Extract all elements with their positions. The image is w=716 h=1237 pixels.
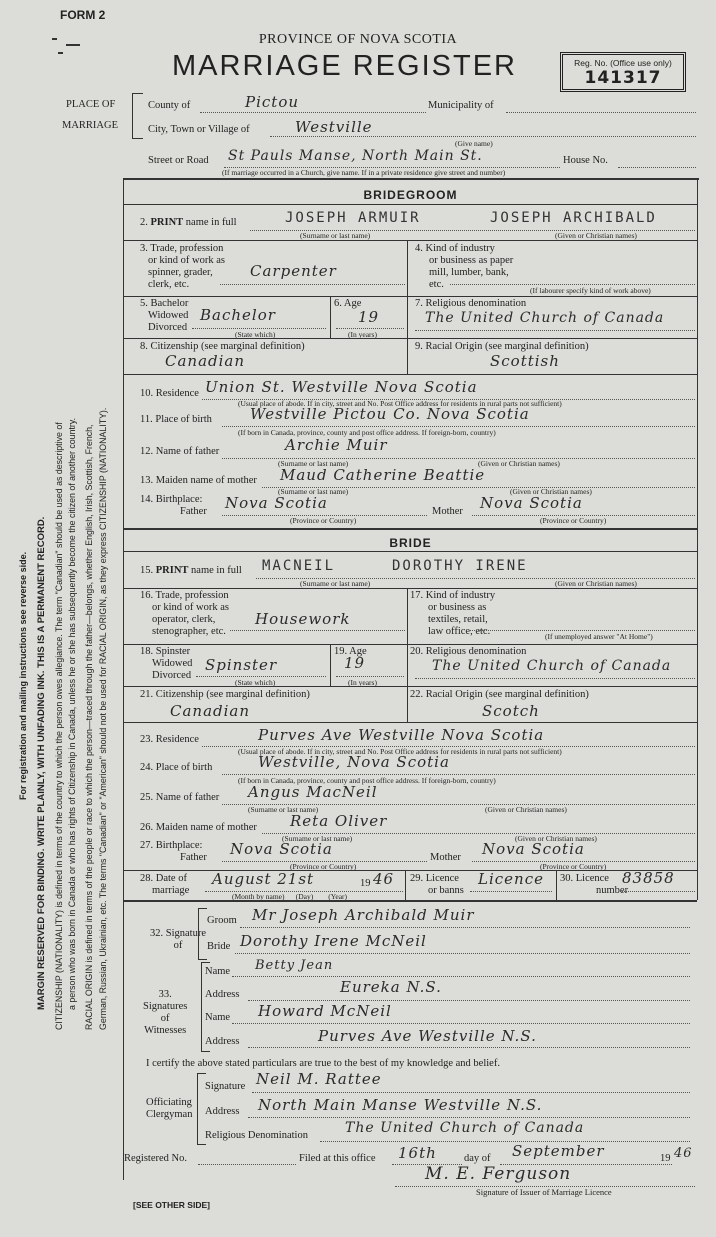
groom-age-value: 19 — [358, 308, 380, 326]
groom-citizenship-label: 8. Citizenship (see marginal definition) — [140, 341, 305, 352]
groom-mother-value: Maud Catherine Beattie — [280, 466, 486, 484]
licence-number-value: 83858 — [622, 869, 675, 887]
groom-father-label: 12. Name of father — [140, 446, 220, 457]
bride-mother-surname-caption: (Surname or last name) — [282, 834, 353, 843]
bride-citizenship-value: Canadian — [170, 702, 251, 720]
bride-given: DOROTHY IRENE — [392, 558, 528, 574]
groom-birth-value: Westville Pictou Co. Nova Scotia — [250, 405, 530, 423]
bride-print-label: 15. PRINT name in full — [140, 565, 242, 576]
form-number: FORM 2 — [60, 8, 106, 22]
bride-birth-label: 24. Place of birth — [140, 762, 213, 773]
registered-label: Registered No. — [124, 1153, 187, 1164]
signature-label: 32. Signature of — [150, 928, 206, 951]
bride-citizenship-label: 21. Citizenship (see marginal definition) — [140, 689, 310, 700]
margin-note-4: a person who was born in Canada or who has rights of Citizenship in Canada, unless he or she has subsequently become the citizen of another country. — [67, 417, 77, 1010]
groom-residence-label: 10. Residence — [140, 388, 199, 399]
w1-address-label: Address — [205, 989, 240, 1000]
groom-religion-label: 7. Religious denomination — [415, 298, 527, 309]
reg-no-label: Reg. No. (Office use only) — [574, 58, 672, 68]
licence-label: 29. Licence or banns — [410, 873, 464, 896]
street-value: St Pauls Manse, North Main St. — [228, 148, 483, 164]
groom-religion-value: The United Church of Canada — [425, 310, 665, 326]
bride-residence-value: Purves Ave Westville Nova Scotia — [258, 726, 545, 744]
house-label: House No. — [563, 155, 608, 166]
bride-surname: MACNEIL — [262, 558, 336, 574]
filed-month: September — [512, 1142, 605, 1160]
groom-father-birth: Nova Scotia — [225, 494, 328, 512]
groom-print-label: 2. PRINT name in full — [140, 217, 237, 228]
bride-mother-prov-caption: (Province or Country) — [540, 862, 607, 871]
issuer-signature: M. E. Ferguson — [425, 1164, 572, 1184]
witness2-address: Purves Ave Westville N.S. — [318, 1027, 537, 1045]
reg-no-value: 141317 — [584, 68, 662, 88]
groom-racial-label: 9. Racial Origin (see marginal definition) — [415, 341, 589, 352]
marriage-year-prefix: 19 — [360, 878, 371, 889]
clergy-religion-label: Religious Denomination — [205, 1130, 308, 1141]
bride-residence-caption: (Usual place of abode. If in city, street and No. Post Office address for residents in rural parts not sufficient) — [238, 747, 562, 756]
groom-mother-prov-caption: (Province or Country) — [540, 516, 607, 525]
bride-given-caption: (Given or Christian names) — [555, 579, 637, 588]
clergy-religion: The United Church of Canada — [345, 1120, 585, 1136]
marriage-date-value: August 21st — [212, 870, 315, 888]
w2-name-label: Name — [205, 1012, 231, 1023]
bride-father-given-caption: (Given or Christian names) — [485, 805, 567, 814]
bride-maiden-label: 26. Maiden name of mother — [140, 822, 257, 833]
bride-years-caption: (In years) — [348, 678, 377, 687]
bride-religion-label: 20. Religious denomination — [410, 646, 527, 657]
county-value: Pictou — [245, 93, 300, 111]
licence-number-label: 30. Licence number — [560, 873, 629, 896]
see-other-side: [SEE OTHER SIDE] — [133, 1200, 210, 1210]
bride-trade-label: 16. Trade, profession or kind of work as operator, clerk, stenographer, etc. — [140, 590, 229, 637]
clergy-signature: Neil M. Rattee — [256, 1070, 382, 1088]
document-title: MARRIAGE REGISTER — [172, 50, 517, 82]
street-label: Street or Road — [148, 155, 209, 166]
clergy-address-label: Address — [205, 1106, 240, 1117]
bride-signature: Dorothy Irene McNeil — [240, 932, 427, 950]
bride-father-surname-caption: (Surname or last name) — [248, 805, 319, 814]
margin-note-5: RACIAL ORIGIN is defined in terms of the people or race to which the person—traced through the father—belongs, whether English, Irish, Scottish, French, — [84, 424, 94, 1030]
clergy-address: North Main Manse Westville N.S. — [258, 1096, 543, 1114]
groom-surname: JOSEPH ARMUIR — [285, 210, 421, 226]
groom-mother-birth: Nova Scotia — [480, 494, 583, 512]
w2-address-label: Address — [205, 1036, 240, 1047]
groom-father-surname-caption: (Surname or last name) — [278, 459, 349, 468]
bride-trade-value: Housework — [255, 610, 351, 628]
groom-surname-caption: (Surname or last name) — [300, 231, 371, 240]
marriage-year-value: 46 — [373, 870, 395, 888]
city-value: Westville — [295, 118, 373, 136]
witnesses-label: 33. Signatures of Witnesses — [143, 989, 188, 1036]
groom-maiden-label: 13. Maiden name of mother — [140, 475, 257, 486]
city-label: City, Town or Village of — [148, 124, 250, 135]
municipality-label: Municipality of — [428, 100, 494, 111]
groom-father-given-caption: (Given or Christian names) — [478, 459, 560, 468]
bride-father-label: 25. Name of father — [140, 792, 220, 803]
margin-note-2: MARGIN RESERVED FOR BINDING. WRITE PLAINLY, WITH UNFADING INK. THIS IS A PERMANENT RECORD. — [36, 516, 47, 1010]
marriage-date-label: 28. Date of marriage — [140, 873, 190, 896]
province-heading: PROVINCE OF NOVA SCOTIA — [258, 32, 458, 47]
bride-residence-label: 23. Residence — [140, 734, 199, 745]
bride-mother-value: Reta Oliver — [290, 812, 388, 830]
give-name-caption: (Give name) — [455, 139, 493, 148]
bride-age-label: 19. Age — [334, 646, 367, 657]
bride-surname-caption: (Surname or last name) — [300, 579, 371, 588]
groom-status-label: 5. Bachelor Widowed Divorced — [140, 298, 189, 333]
witness1-address: Eureka N.S. — [340, 978, 442, 996]
margin-note-6: German, Russian, Ukrainian, etc. The terms "Canadian" or "American" should not be used for RACIAL ORIGIN, as they express CITIZENSHIP (NATIONALITY). — [98, 407, 108, 1030]
groom-years-caption: (In years) — [348, 330, 377, 339]
groom-trade-value: Carpenter — [250, 262, 337, 280]
w1-name-label: Name — [205, 966, 231, 977]
groom-state-caption: (State which) — [235, 330, 276, 339]
bride-father-birth: Nova Scotia — [230, 840, 333, 858]
groom-mother-word: Mother — [432, 506, 463, 517]
bride-sig-label: Bride — [207, 941, 231, 952]
groom-birth-caption: (If born in Canada, province, county and post office address. If foreign-born, country) — [238, 428, 496, 437]
marriage-date-caption: (Month by name) (Day) (Year) — [232, 892, 348, 901]
certify-statement: I certify the above stated particulars are true to the best of my knowledge and belief. — [146, 1058, 500, 1069]
bridegroom-heading: BRIDEGROOM — [363, 188, 458, 202]
groom-racial-value: Scottish — [490, 352, 560, 370]
place-of-label: PLACE OF — [66, 99, 116, 110]
bride-mother-birth: Nova Scotia — [482, 840, 585, 858]
bride-religion-value: The United Church of Canada — [432, 658, 672, 674]
groom-industry-label: 4. Kind of industry or business as paper mill, lumber, bank, etc. — [415, 243, 514, 290]
bride-mother-given-caption: (Given or Christian names) — [515, 834, 597, 843]
bride-birthplace-label: 27. Birthplace: Father — [140, 840, 207, 863]
filed-day: 16th — [398, 1144, 437, 1162]
bride-status-label: 18. Spinster Widowed Divorced — [140, 646, 193, 681]
groom-sig-label: Groom — [207, 915, 237, 926]
filed-year: 46 — [674, 1146, 693, 1161]
witness1-name: Betty Jean — [255, 958, 334, 973]
groom-birth-label: 11. Place of birth — [140, 414, 212, 425]
groom-trade-label: 3. Trade, profession or kind of work as spinner, grader, clerk, etc. — [140, 243, 225, 290]
bride-industry-caption: (If unemployed answer "At Home") — [545, 632, 653, 641]
marriage-label: MARRIAGE — [62, 120, 119, 131]
groom-signature: Mr Joseph Archibald Muir — [252, 906, 475, 924]
bride-heading: BRIDE — [389, 536, 432, 550]
margin-note-3: CITIZENSHIP (NATIONALITY) is defined in terms of the country to which the person owes allegiance. The term "Canadian" should be used as descriptive of — [54, 422, 64, 1030]
filed-label: Filed at this office — [299, 1153, 376, 1164]
groom-mother-given-caption: (Given or Christian names) — [510, 487, 592, 496]
bride-birth-value: Westville, Nova Scotia — [258, 753, 450, 771]
groom-industry-caption: (If labourer specify kind of work above) — [530, 286, 651, 295]
groom-father-prov-caption: (Province or Country) — [290, 516, 357, 525]
bride-state-caption: (State which) — [235, 678, 276, 687]
bride-status-value: Spinster — [205, 656, 278, 674]
filed-year-prefix: 19 — [660, 1153, 671, 1164]
bride-mother-word: Mother — [430, 852, 461, 863]
county-label: County of — [148, 100, 191, 111]
groom-father-value: Archie Muir — [285, 436, 388, 454]
issuer-caption: Signature of Issuer of Marriage Licence — [476, 1187, 612, 1197]
bride-father-value: Angus MacNeil — [248, 783, 378, 801]
reg-no-box — [560, 52, 686, 92]
groom-citizenship-value: Canadian — [165, 352, 246, 370]
day-of-label: day of — [464, 1153, 491, 1164]
margin-note-1: For registration and mailing instructions see reverse side. — [18, 551, 28, 800]
groom-given-caption: (Given or Christian names) — [555, 231, 637, 240]
bride-father-prov-caption: (Province or Country) — [290, 862, 357, 871]
groom-age-label: 6. Age — [334, 298, 362, 309]
witness2-name: Howard McNeil — [258, 1002, 392, 1020]
street-caption: (If marriage occurred in a Church, give name. If in a private residence give street and number) — [222, 168, 506, 177]
groom-residence-caption: (Usual place of abode. If in city, street and No. Post Office address for residents in rural parts not sufficient) — [238, 399, 562, 408]
groom-given: JOSEPH ARCHIBALD — [490, 210, 657, 226]
groom-residence-value: Union St. Westville Nova Scotia — [205, 378, 478, 396]
clergy-label: Officiating Clergyman — [146, 1097, 193, 1120]
licence-value: Licence — [478, 870, 544, 888]
groom-birthplace-label: 14. Birthplace: Father — [140, 494, 207, 517]
groom-mother-surname-caption: (Surname or last name) — [278, 487, 349, 496]
bride-racial-label: 22. Racial Origin (see marginal definition) — [410, 689, 589, 700]
bride-industry-label: 17. Kind of industry or business as textiles, retail, law office, etc. — [410, 590, 496, 637]
bride-birth-caption: (If born in Canada, province, county and post office address. If foreign-born, country) — [238, 776, 496, 785]
groom-status-value: Bachelor — [200, 306, 276, 324]
bride-age-value: 19 — [344, 654, 366, 672]
clergy-sig-label: Signature — [205, 1081, 246, 1092]
bride-racial-value: Scotch — [482, 702, 540, 720]
